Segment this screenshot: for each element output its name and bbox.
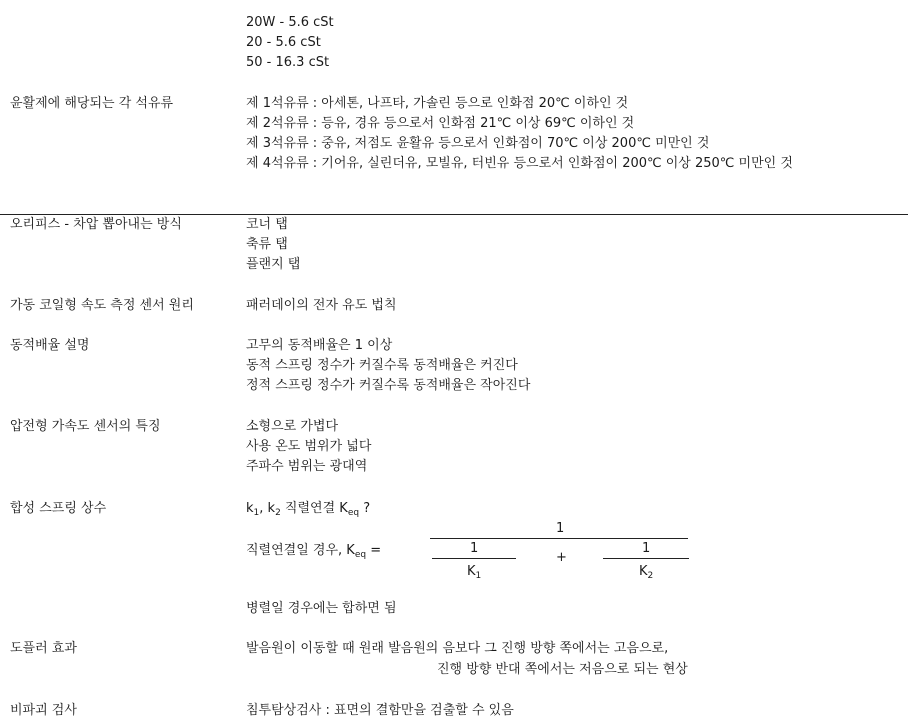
orifice-list [246, 215, 300, 275]
petroleum-line: 제 2석유류 : 등유, 경유 등으로서 인화점 21℃ 이상 69℃ 이하인 것 [246, 116, 635, 131]
doppler-line-1: 발음원이 이동할 때 원래 발음원의 음보다 그 진행 방향 쪽에서는 고음으로, [246, 641, 669, 656]
viscosity-line: 50 - 16.3 cSt [246, 55, 330, 70]
doppler-line-2: 진행 방향 반대 쪽에서는 저음으로 되는 현상 [437, 662, 688, 677]
petroleum-line: 제 3석유류 : 중유, 저점도 윤활유 등으로서 인화점이 70℃ 이상 200℃ 미만인 것 [246, 136, 710, 151]
plus-sign: + [556, 550, 567, 565]
piezo-line: 주파수 범위는 광대역 [246, 459, 368, 474]
series-formula: 직렬연결일 경우, $K_{eq}$ = [246, 543, 382, 560]
ndt-value: 침투탐상검사 : 표면의 결함만을 검출할 수 있음 [246, 703, 514, 718]
left-fraction-numerator: 1 [470, 541, 479, 556]
dynamic-line: 고무의 동적배율은 1 이상 [246, 338, 393, 353]
viscosity-line: 20W - 5.6 cSt [246, 15, 334, 30]
ndt-label: 비파괴 검사 [10, 703, 77, 718]
petroleum-line: 제 4석유류 : 기어유, 실린더유, 모빌유, 터빈유 등으로서 인화점이 200℃ 이상 250℃ 미만인 것 [246, 156, 793, 171]
dynamic-line: 동적 스프링 정수가 커질수록 동적배율은 커진다 [246, 358, 518, 373]
spring-label: 합성 스프링 상수 [10, 501, 107, 516]
right-fraction-denominator: $K_2$ [639, 564, 654, 581]
doppler-label: 도플러 효과 [10, 641, 77, 656]
parallel-text: 병렬일 경우에는 합하면 됨 [246, 601, 397, 616]
right-fraction-line [603, 558, 689, 559]
viscosity-line: 20 - 5.6 cSt [246, 35, 321, 50]
dynamic-list [246, 336, 530, 396]
left-fraction-denominator: $K_1$ [467, 564, 482, 581]
petroleum-list [246, 94, 793, 174]
orifice-line: 코너 탭 [246, 217, 288, 232]
orifice-line: 축류 탭 [246, 237, 288, 252]
left-fraction-line [432, 558, 516, 559]
dynamic-label: 동적배율 설명 [10, 338, 90, 353]
piezo-label: 압전형 가속도 센서의 특징 [10, 419, 161, 434]
fraction-numerator: 1 [556, 521, 565, 536]
orifice-label: 오리피스 - 차압 뽑아내는 방식 [10, 217, 182, 232]
viscosity-list [246, 13, 334, 73]
spring-question: $k_1$, $k_2$ 직렬연결 $K_{eq}$ ? [246, 501, 371, 518]
orifice-line: 플랜지 탭 [246, 257, 301, 272]
piezo-line: 사용 온도 범위가 넓다 [246, 439, 372, 454]
coil-value: 패러데이의 전자 유도 법칙 [246, 298, 397, 313]
petroleum-label: 윤활제에 해당되는 각 석유류 [10, 96, 174, 111]
petroleum-line: 제 1석유류 : 아세톤, 나프타, 가솔린 등으로 인화점 20℃ 이하인 것 [246, 96, 629, 111]
right-fraction-numerator: 1 [642, 541, 651, 556]
coil-label: 가동 코일형 속도 측정 센서 원리 [10, 298, 194, 313]
piezo-list [246, 417, 371, 477]
piezo-line: 소형으로 가볍다 [246, 419, 339, 434]
dynamic-line: 정적 스프링 정수가 커질수록 동적배율은 작아진다 [246, 378, 531, 393]
